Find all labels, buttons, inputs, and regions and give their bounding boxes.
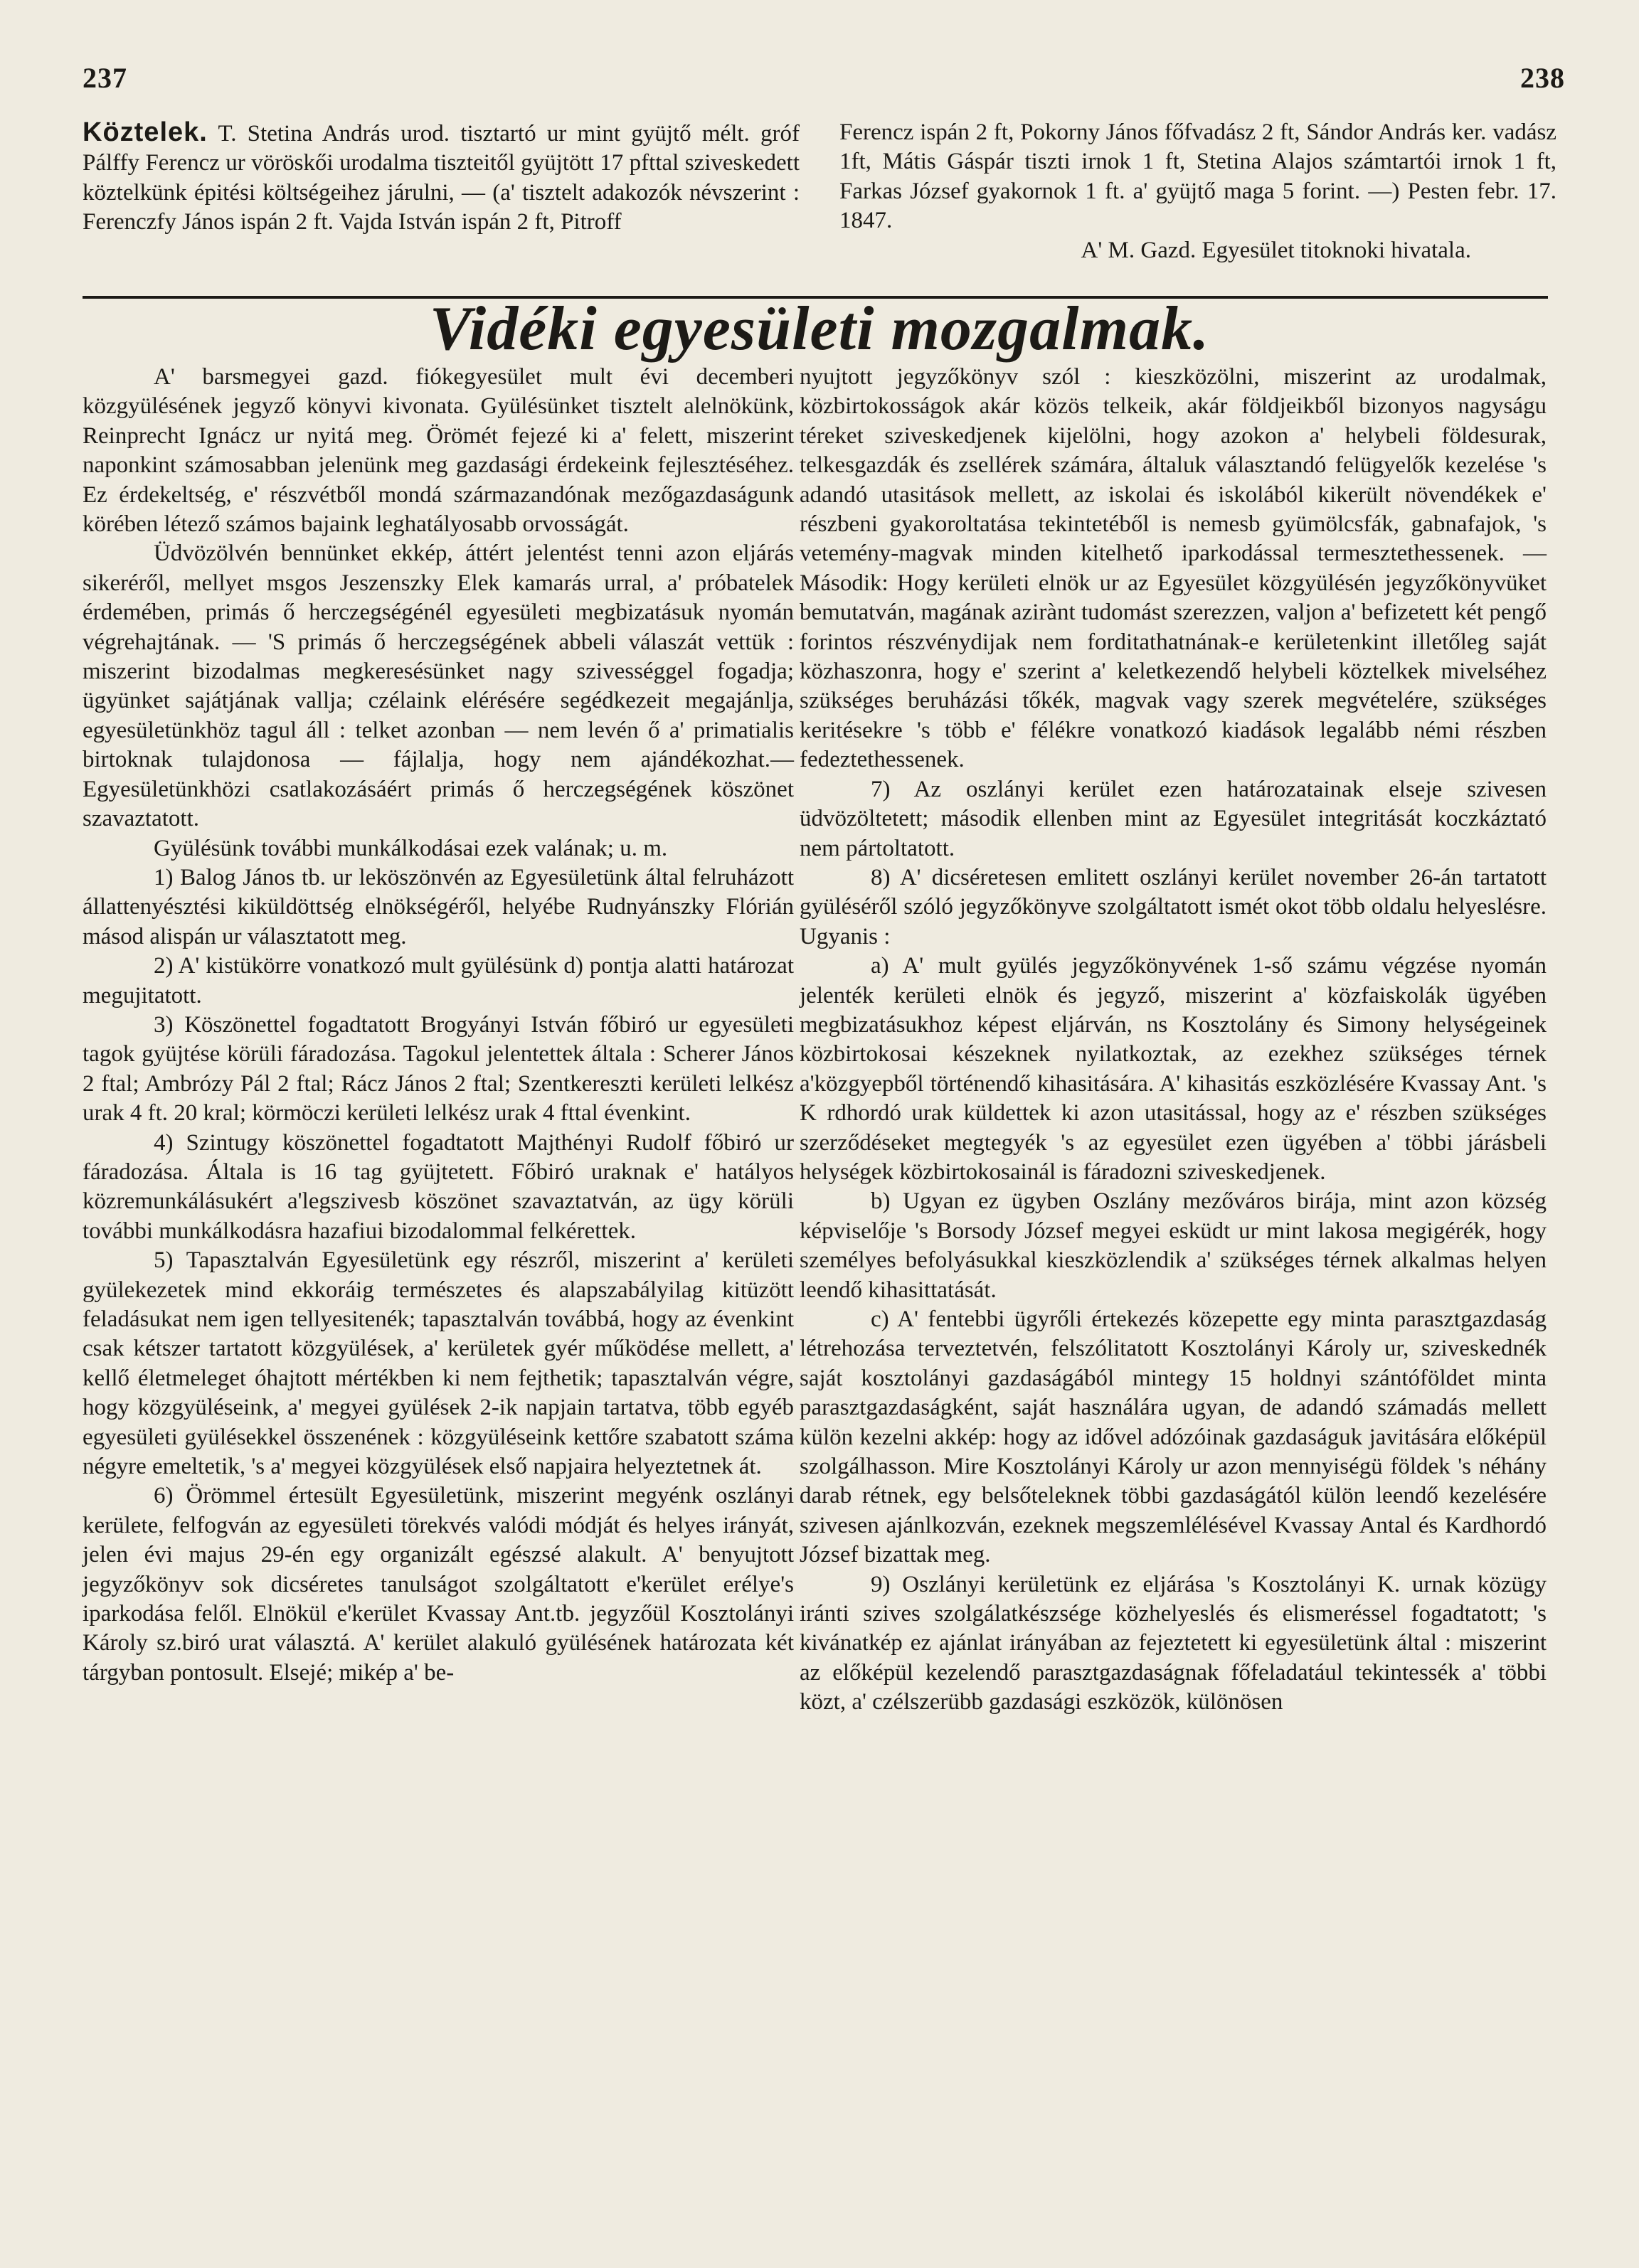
paragraph: 3) Köszönettel fogadtatott Brogyányi István főbiró ur egyesületi tagok gyüjtése körüli fáradozása. Tagokul jelentettek általa : Scherer János 2 ftal; Ambrózy Pál 2 ftal; Rácz János 2 ftal; Szentkereszti kerületi lelkész urak 4 ft. 20 kral; körmöczi kerületi lelkész urak 4 fttal évenkint.	[83, 1011, 794, 1127]
paragraph: c) A' fentebbi ügyrőli értekezés közepette egy minta parasztgazdaság létrehozása terveztetvén, felszólitatott Kosztolányi Károly ur, sziveskednék saját kosztolányi gazdaságából mintegy 15 holdnyi szántóföldet minta parasztgazdaságként, saját használára ugyan, de adandó számadás mellett külön kezelni akkép: hogy az idővel adózóinak gazdaságuk javitására előképül szolgálhasson. Mire Kosztolányi Károly ur azon mennyiségü földek 's néhány darab rétnek, egy belsőteleknek többi gazdaságától külön leendő kezelésére szivesen ajánlkozván, ezeknek megszemlélésével Kvassay Antal és Kardhordó József bizattak meg.	[800, 1306, 1547, 1568]
paragraph: nyujtott jegyzőkönyv szól : kieszközölni, miszerint az urodalmak, közbirtokosságok akár közös telkeik, akár földjeikből bizonyos nagyságu téreket sziveskedjenek kijelölni, hogy azokon a' helybeli földesurak, telkesgazdák és zsellérek számára, általuk választandó felügyelők kezelése 's adandó utasitások mellett, az iskolai és iskolából kikerült növendékek e' részbeni gyakoroltatása tekintetéből is nemesb gyümölcsfák, gabnafajok, 's vetemény-magvak minden kitelhető iparkodással termesztethessenek. — Második: Hogy kerületi elnök ur az Egyesület közgyülésén jegyzőkönyvüket bemutatván, magának azirànt tudomást szerezzen, valjon a' befizetett két pengő forintos részvénydijak nem forditathatnának-e kerületenkint illetőleg saját közhaszonra, hogy e' szerint a' keletkezendő helybeli köztelkek mivelséhez szükséges beruházási tőkék, magvak vagy szerek megvételére, szükséges keritésekre 's több e' félékre vonatkozó kiadások legalább némi részben fedeztethessenek.	[800, 364, 1547, 773]
paragraph: 9) Oszlányi kerületünk ez eljárása 's Kosztolányi K. urnak közügy iránti szives szolgálatkészsége közhelyeslés és elismeréssel fogadtatott; 's kivánatkép ez ajánlat irányában az fejeztetett ki egyesületünk által : miszerint az előképül kezelendő parasztgazdaságnak főfeladatául tekintessék a' többi közt, a' czélszerübb gazdasági eszközök, különösen	[800, 1571, 1547, 1715]
left-column	[83, 363, 794, 1688]
right-column	[800, 363, 1547, 1718]
notice-left-text: T. Stetina András urod. tisztartó ur mint gyüjtő mélt. gróf Pálffy Ferencz ur vöröskői urodalma tiszteitől gyüjtött 17 pfttal sziveskedett köztelkünk épitési költségeihez járulni, — (a' tisztelt adakozók névszerint : Ferenczfy János ispán 2 ft. Vajda István ispán 2 ft, Pitroff	[83, 121, 800, 235]
paragraph: 5) Tapasztalván Egyesületünk egy részről, miszerint a' kerületi gyülekezetek mind ekkoráig természetes és alapszabályilag kitüzött feladásukat nem igen tellyesitenék; tapasztalván továbbá, hogy az évenkint csak kétszer tartatott közgyülések, a' kerületek gyér működése mellett, a' kellő életmeleget óhajtott mértékben ki nem fejthetik; tapasztalván végre, hogy közgyüléseink, a' megyei gyülések 2-ik napjain tartatva, több egyéb egyesületi gyülésekkel összenének : közgyüléseink kettőre szabatott száma négyre emeltetik, 's a' megyei közgyülések első napjaira helyeztetnek át.	[83, 1247, 794, 1480]
paragraph: 1) Balog János tb. ur leköszönvén az Egyesületünk által felruházott állattenyésztési kiküldöttség elnökségéről, helyébe Rudnyánszky Flórián másod alispán ur választatott meg.	[83, 864, 794, 949]
notice-right	[839, 118, 1556, 265]
paragraph: 2) A' kistükörre vonatkozó mult gyülésünk d) pontja alatti határozat megujitatott.	[83, 953, 794, 1008]
section-title: Vidéki egyesületi mozgalmak.	[429, 294, 1210, 363]
notice-left	[83, 118, 800, 238]
paragraph: A' barsmegyei gazd. fiókegyesület mult évi decemberi közgyülésének jegyző könyvi kivonata. Gyülésünket tisztelt alelnökünk, Reinprecht Ignácz ur nyitá meg. Örömét fejezé ki a' felett, miszerint naponkint számosabban jelenünk meg gazdasági érdekeink fejlesztéséhez. Ez érdekeltség, e' részvétből mondá származandónak mezőgazdaságunk körében létező számos bajaink leghatályosabb orvosságát.	[83, 364, 794, 538]
paragraph: Üdvözölvén bennünket ekkép, áttért jelentést tenni azon eljárás sikeréről, mellyet msgos Jeszenszky Elek kamarás urral, a' próbatelek érdemében, primás ő herczegségénél egyesületi megbizatásuk nyomán végrehajtának. — 'S primás ő herczegségének abbeli válaszát vettük : miszerint bizodalmas megkeresésünket nagy szivességgel fogadja; ügyünket sajátjának vallja; czélaink elérésére segédkezeit megajánlja, egyesületünkhöz tagul áll : telket azonban — nem levén ő a' primatialis birtoknak tulajdonosa — fájlalja, hogy nem ajándékozhat.— Egyesületünkhözi csatlakozásáért primás ő herczegségének köszönet szavaztatott.	[83, 541, 794, 832]
paragraph: b) Ugyan ez ügyben Oszlány mezőváros birája, mint azon község képviselője 's Borsody József megyei esküdt ur mint lakosa megigérék, hogy személyes befolyásukkal kieszközlendik a' szükséges térnek alkalmas helyen leendő kihasittatását.	[800, 1188, 1547, 1303]
page-number-left: 237	[83, 62, 127, 94]
paragraph: 8) A' dicséretesen emlitett oszlányi kerület november 26-án tartatott gyüléséről szóló jegyzőkönyve szolgáltatott ismét okot több oldalu helyeslésre. Ugyanis :	[800, 864, 1547, 949]
notice-signature: A' M. Gazd. Egyesület titoknoki hivatala.	[1081, 237, 1471, 263]
paragraph: 6) Örömmel értesült Egyesületünk, miszerint megyénk oszlányi kerülete, felfogván az egyesületi törekvés valódi módját és helyes irányát, jelen évi majus 29-én egy organizált egészsé alakult. A' benyujtott jegyzőkönyv sok dicséretes tanulságot szolgáltatott e'kerület erélye's iparkodása felől. Elnökül e'kerület Kvassay Ant.tb. jegyzőül Kosztolányi Károly sz.biró urat választá. A' kerület alakuló gyülésének határozata két tárgyban pontosult. Elsejé; mikép a' be-	[83, 1483, 794, 1686]
paragraph: Gyülésünk további munkálkodásai ezek valának; u. m.	[154, 835, 668, 861]
paragraph: 7) Az oszlányi kerület ezen határozatainak elseje szivesen üdvözöltetett; második ellenben mint az Egyesület integritását koczkáztató nem pártoltatott.	[800, 776, 1547, 861]
paragraph: a) A' mult gyülés jegyzőkönyvének 1-ső számu végzése nyomán jelenték kerületi elnök és jegyző, miszerint a' közfaiskolák ügyében megbizatásukhoz képest eljárván, ns Kosztolány és Simony helységeinek közbirtokosai készeknek nyilatkoztak, az ezekhez szükséges térnek a'közgyepből történendő kihasitására. A' kihasitás eszközlésére Kvassay Ant. 's K rdhordó urak küldettek ki azon utasitással, hogy az e' részben szükséges szerződéseket megtegyék 's az egyesület ezen ügyében a' többi járásbeli helységek közbirtokosainál is fáradozni sziveskedjenek.	[800, 953, 1547, 1185]
paragraph: 4) Szintugy köszönettel fogadtatott Majthényi Rudolf főbiró ur fáradozása. Általa is 16 tag gyüjtetett. Főbiró uraknak e' hatályos közremunkálásukért a'legszivesb köszönet szavaztatván, az ügy körüli további munkálkodásra hazafiui bizodalommal felkérettek.	[83, 1129, 794, 1244]
notice-right-text: Ferencz ispán 2 ft, Pokorny János főfvadász 2 ft, Sándor András ker. vadász 1ft, Mátis Gáspár tiszti irnok 1 ft, Stetina Alajos számtartói irnok 1 ft, Farkas József gyakornok 1 ft. a' gyüjtő maga 5 forint. —) Pesten febr. 17. 1847.	[839, 119, 1556, 234]
masthead: Köztelek.	[83, 117, 208, 147]
page-number-right: 238	[1520, 62, 1565, 94]
